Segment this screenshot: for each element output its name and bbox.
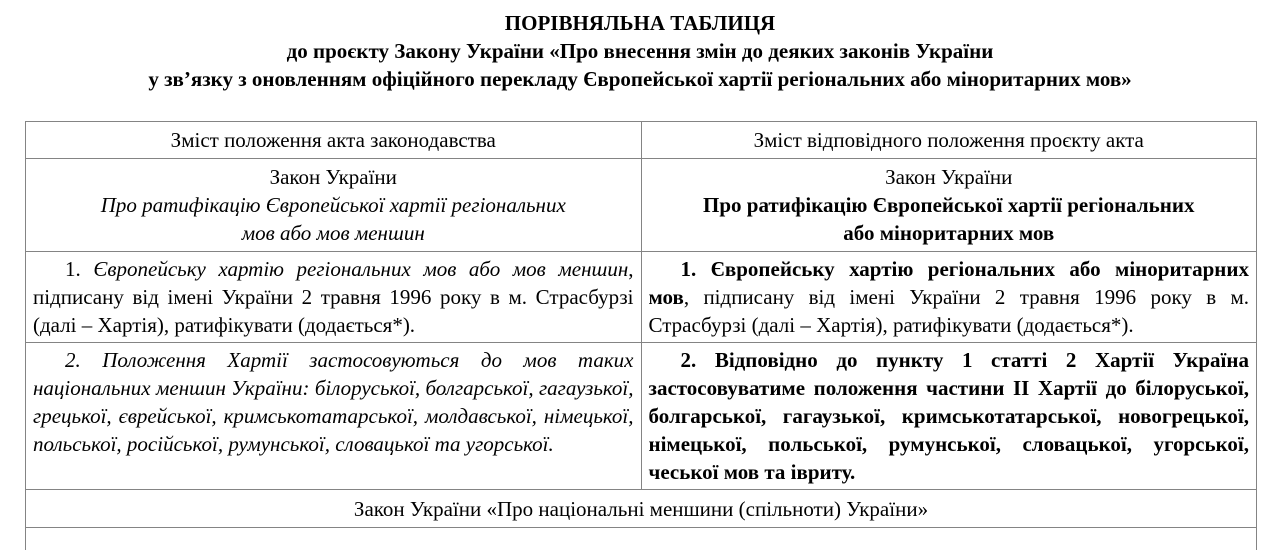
table-row-law-minorities [26, 490, 1257, 528]
doc-title [0, 0, 1280, 93]
header-cell-current-law: Зміст положення акта законодавства [26, 122, 642, 159]
cell-law-minorities-title: Закон України «Про національні меншини (спільноти) України» [26, 490, 1257, 528]
cell-line [33, 191, 634, 219]
text-run: Європейську хартію регіональних мов або мов меншин [93, 257, 629, 281]
table-row-point-2 [26, 343, 1257, 490]
cell-point-1-draft [641, 252, 1257, 343]
cell-point-1-current [26, 252, 642, 343]
cell-line [649, 219, 1250, 247]
text-run: Закон України [885, 165, 1013, 189]
doc-title-line-3: у зв’язку з оновленням офіційного перекладу Європейської хартії регіональних або міноритарних мов» [148, 67, 1132, 91]
cell-point-2-draft [641, 343, 1257, 490]
text-run: 1. [680, 257, 711, 281]
text-run: Закон України [269, 165, 397, 189]
text-run: мов або мов меншин [241, 221, 425, 245]
text-run: Про ратифікацію Європейської хартії регіональних [100, 193, 566, 217]
text-run: 2. Положення Хартії застосовуються до мов таких національних меншин України: білоруської, болгарської, гагаузької, грецької, єврейської, кримськотатарської, молдавської, німецької, польської, російської, румунської, словацької та угорської. [33, 348, 634, 456]
cell-line [649, 191, 1250, 219]
table-header-row [26, 122, 1257, 159]
doc-title-line-2: до проєкту Закону України «Про внесення змін до деяких законів України [286, 39, 994, 63]
text-run: Про ратифікацію Європейської хартії регіональних [703, 193, 1195, 217]
text-run: 1. [65, 257, 94, 281]
table-row-law-ratification [26, 159, 1257, 252]
text-run: , підписану від імені України 2 травня 1996 року в м. Страсбурзі (далі – Хартія), ратифікувати (додається*). [33, 257, 634, 337]
text-run: 2. Відповідно до пункту 1 статті 2 Хартії Україна застосовуватиме положення частини II Хартії до білоруської, болгарської, гагаузької, кримськотатарської, новогрецької, німецької, польської, румунської, словацької, угорської, чеської мов та івриту. [648, 348, 1249, 484]
cell-line [649, 163, 1250, 191]
doc-title-line-1: ПОРІВНЯЛЬНА ТАБЛИЦЯ [504, 11, 776, 35]
header-cell-draft-act: Зміст відповідного положення проєкту акта [641, 122, 1257, 159]
table-row-partial [26, 528, 1257, 550]
text-run: , підписану від імені України 2 травня 1996 року в м. Страсбурзі (далі – Хартія), ратифікувати (додається*). [648, 285, 1249, 337]
cell-line [33, 163, 634, 191]
comparison-table [25, 121, 1257, 550]
cell-line [33, 219, 634, 247]
cell-law-ratification-current [26, 159, 642, 252]
cell-law-ratification-draft [641, 159, 1257, 252]
text-run: Європейську хартію регіональних або міноритарних мов [648, 257, 1250, 309]
cell-partial-empty [26, 528, 1257, 550]
cell-point-2-current [26, 343, 642, 490]
table-row-point-1 [26, 252, 1257, 343]
text-run: або міноритарних мов [843, 221, 1055, 245]
